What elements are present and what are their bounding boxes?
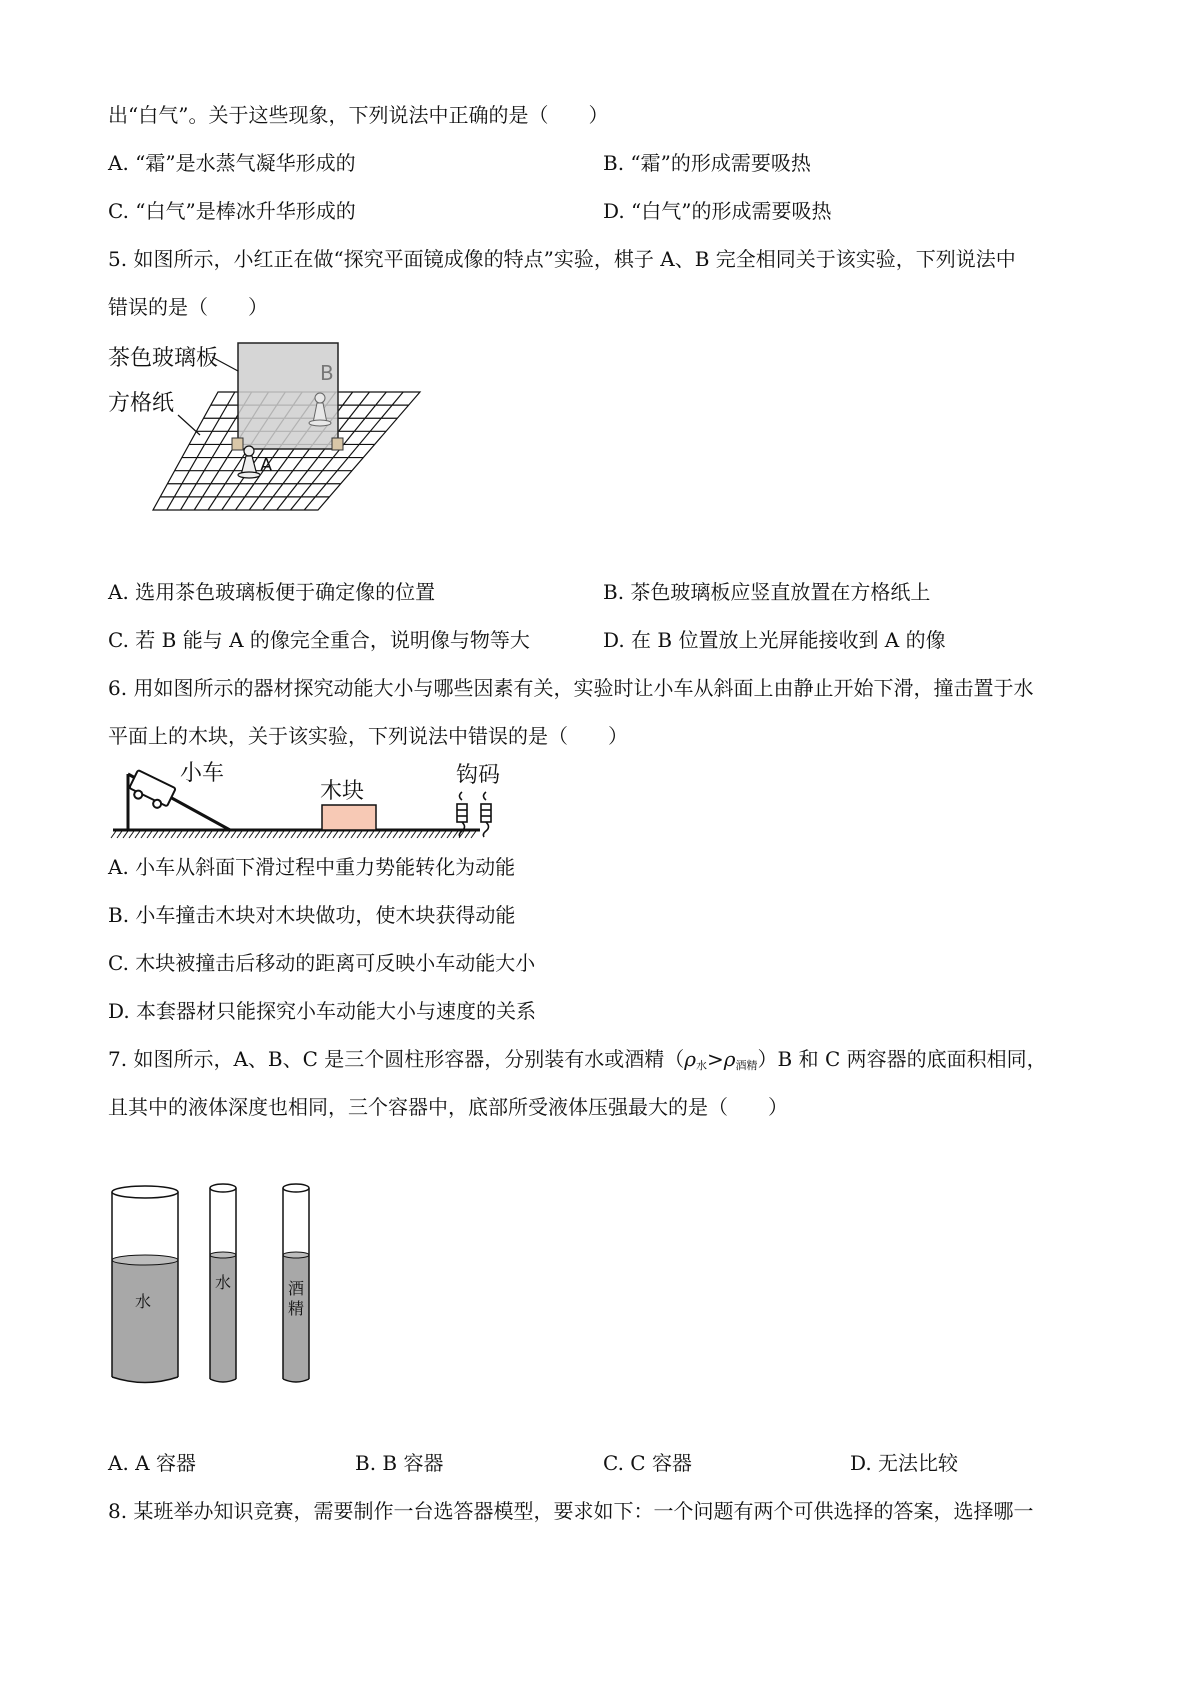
hatch-line [129,831,134,838]
hatch-line [189,831,194,838]
car [127,770,176,812]
hatch-line [411,831,416,838]
hatch-line [465,831,470,838]
hatch-line [393,831,398,838]
hatch-line [135,831,140,838]
label-b: B [320,361,334,385]
hatch-line [405,831,410,838]
hatch-line [207,831,212,838]
hatch-line [435,831,440,838]
weights-label: 钩码 [455,763,500,788]
hatch-line [471,831,476,838]
hatch-line [243,831,248,838]
containers-figure [108,1182,338,1388]
q6-option-d: D. 本套器材只能探究小车动能大小与速度的关系 [108,999,537,1023]
hatch-line [255,831,260,838]
q7-option-d: D. 无法比较 [850,1451,959,1475]
hatch-line [339,831,344,838]
hatch-line [159,831,164,838]
ground [111,830,480,838]
hatch-line [147,831,152,838]
q4-option-b: B. “霜”的形成需要吸热 [603,151,811,175]
hatch-line [297,831,302,838]
glass-plate [232,343,343,450]
q4-text: 出“白气”。关于这些现象，下列说法中正确的是（ ） [108,103,609,127]
hatch-line [231,831,236,838]
q6-text-line1: 6. 用如图所示的器材探究动能大小与哪些因素有关，实验时让小车从斜面上由静止开始下滑，撞击置于水 [108,676,1034,700]
q6-text-line2: 平面上的木块，关于该实验，下列说法中错误的是（ ） [108,724,628,748]
hatch-line [423,831,428,838]
q4-option-d: D. “白气”的形成需要吸热 [603,199,832,223]
q5-text-line2: 错误的是（ ） [108,295,268,319]
q5-text-line1: 5. 如图所示，小红正在做“探究平面镜成像的特点”实验，棋子 A、B 完全相同关于该实验，下列说法中 [108,247,1016,271]
q6-option-a: A. 小车从斜面下滑过程中重力势能转化为动能 [108,855,516,879]
hatch-line [237,831,242,838]
q7-option-b: B. B 容器 [355,1451,444,1475]
plane-mirror-figure [108,335,428,515]
hatch-line [375,831,380,838]
hatch-line [225,831,230,838]
label-a: A [260,455,273,476]
block-label: 木块 [320,779,365,804]
q4-option-c: C. “白气”是棒冰升华形成的 [108,199,356,223]
chess-piece-a [238,446,260,478]
hatch-line [195,831,200,838]
hatch-line [399,831,404,838]
paper-label: 方格纸 [108,391,175,416]
hatch-line [315,831,320,838]
q6-option-c: C. 木块被撞击后移动的距离可反映小车动能大小 [108,951,536,975]
hatch-line [381,831,386,838]
hatch-line [327,831,332,838]
hatch-line [351,831,356,838]
hatch-line [177,831,182,838]
hatch-line [219,831,224,838]
hatch-line [387,831,392,838]
hatch-line [171,831,176,838]
container-a [112,1186,178,1383]
hatch-line [261,831,266,838]
hatch-line [141,831,146,838]
q5-option-c: C. 若 B 能与 A 的像完全重合，说明像与物等大 [108,628,530,652]
hatch-line [153,831,158,838]
hatch-line [303,831,308,838]
q5-option-b: B. 茶色玻璃板应竖直放置在方格纸上 [603,580,931,604]
kinetic-energy-figure [108,761,500,842]
q5-option-d: D. 在 B 位置放上光屏能接收到 A 的像 [603,628,946,652]
hatch-line [417,831,422,838]
glass-label: 茶色玻璃板 [108,346,219,371]
container-a-label: 水 [135,1292,152,1311]
q5-option-a: A. 选用茶色玻璃板便于确定像的位置 [108,580,436,604]
hook-weight-2 [481,792,491,837]
hatch-line [453,831,458,838]
hatch-line [165,831,170,838]
q4-option-a: A. “霜”是水蒸气凝华形成的 [108,151,356,175]
hatch-line [273,831,278,838]
hatch-line [345,831,350,838]
hatch-line [369,831,374,838]
hatch-line [279,831,284,838]
hatch-line [441,831,446,838]
q7-option-a: A. A 容器 [108,1451,196,1475]
hatch-line [213,831,218,838]
hatch-line [267,831,272,838]
container-c-label-1: 酒 [288,1279,305,1298]
grid-line [167,392,235,510]
car-label: 小车 [180,761,225,786]
hatch-line [123,831,128,838]
hatch-line [285,831,290,838]
wood-block [322,805,376,830]
hatch-line [321,831,326,838]
hatch-line [363,831,368,838]
q7-option-c: C. C 容器 [603,1451,692,1475]
hatch-line [357,831,362,838]
q8-text-line1: 8. 某班举办知识竞赛，需要制作一台选答器模型，要求如下：一个问题有两个可供选择的答案，选择哪一 [108,1499,1034,1523]
hatch-line [333,831,338,838]
hatch-line [429,831,434,838]
q7-text-line2: 且其中的液体深度也相同，三个容器中，底部所受液体压强最大的是（ ） [108,1095,788,1119]
q6-option-b: B. 小车撞击木块对木块做功，使木块获得动能 [108,903,516,927]
container-b-label: 水 [215,1273,232,1292]
hatch-line [117,831,122,838]
hatch-line [309,831,314,838]
hatch-line [249,831,254,838]
hatch-line [201,831,206,838]
container-c-label-2: 精 [288,1299,305,1318]
hatch-line [291,831,296,838]
hatch-line [111,831,116,838]
hatch-line [183,831,188,838]
hatch-line [447,831,452,838]
q7-text-line1: 7. 如图所示，A、B、C 是三个圆柱形容器，分别装有水或酒精$(\rho_水>\rho_{酒精})B$ 和 C 两容器的底面积相同， [108,1047,1047,1072]
